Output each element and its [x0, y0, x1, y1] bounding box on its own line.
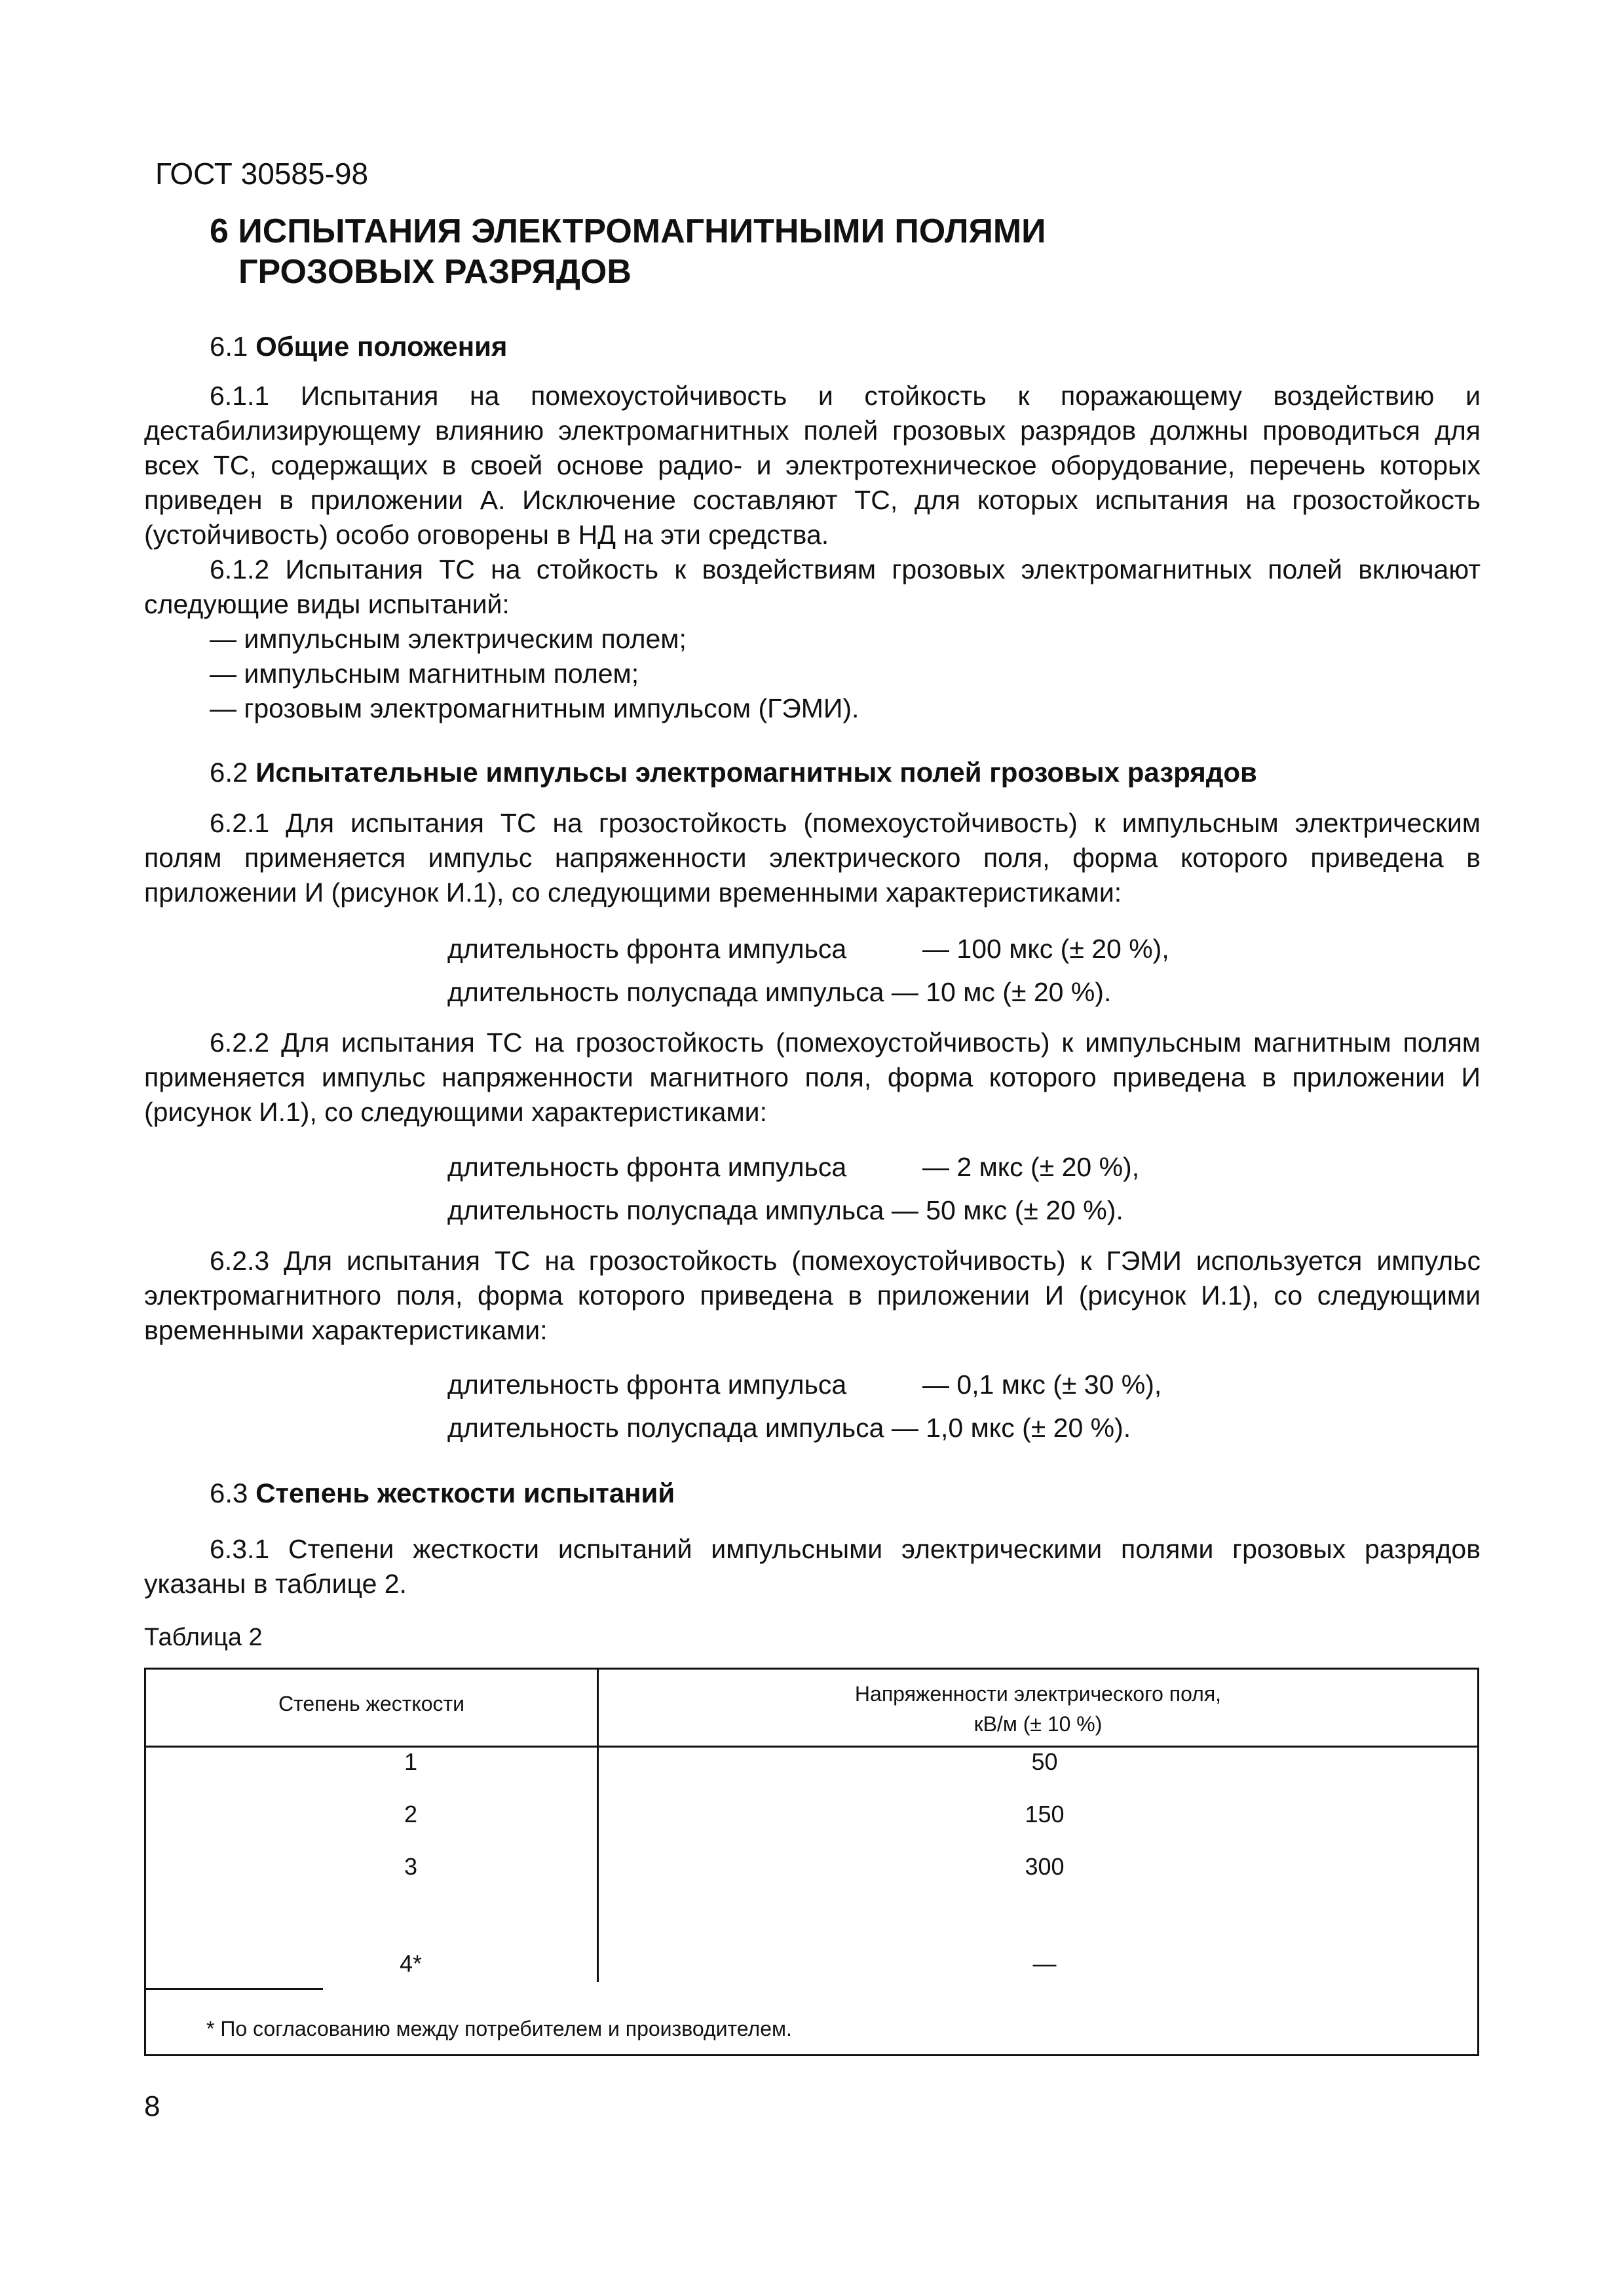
table-cell-level: 4* — [399, 1950, 423, 1977]
spec-line: длительность полуспада импульса — 1,0 мкс (± 20 %). — [447, 1413, 1131, 1443]
table-header-level: Степень жесткости — [278, 1692, 465, 1715]
table-cell-value: — — [1032, 1950, 1057, 1977]
list-item: — импульсным электрическим полем; — [210, 624, 687, 654]
header-rule — [146, 1746, 1477, 1748]
table-caption: Таблица 2 — [144, 1624, 263, 1651]
paragraph-6-1-1: 6.1.1 Испытания на помехоустойчивость и стойкость к поражающему воздействию и дестабилизирующему влиянию электромагнитных полей грозовых разрядов должны проводиться для всех ТС, содержащих в своей основе радио- и электротехническое оборудование, перечень которых приведен в приложении А. Исключение составляют ТС, для которых испытания на грозостойкость (устойчивость) особо оговорены в НД на эти средства. — [144, 381, 1481, 550]
paragraph-6-2-1: 6.2.1 Для испытания ТС на грозостойкость (помехоустойчивость) к импульсным электрическим полям применяется импульс напряженности электрического поля, форма которого приведена в приложении И (рисунок И.1), со следующими временными характеристиками: — [144, 808, 1481, 908]
section-title — [210, 211, 1046, 292]
paragraph-6-3-1: 6.3.1 Степени жесткости испытаний импульсными электрическими полями грозовых разрядов указаны в таблице 2. — [144, 1534, 1481, 1599]
spec-line: длительность полуспада импульса — 10 мс (± 20 %). — [447, 977, 1112, 1007]
table-cell-level: 1 — [404, 1748, 418, 1775]
table-cell-value: 150 — [1025, 1801, 1065, 1827]
table-header-field-strength: Напряженности электрического поля, кВ/м (± 10 %) — [854, 1682, 1222, 1736]
section-title-line2: ГРОЗОВЫХ РАЗРЯДОВ — [238, 253, 632, 291]
page-number: 8 — [144, 2090, 161, 2122]
paragraph-6-1-2: 6.1.2 Испытания ТС на стойкость к воздействиям грозовых электромагнитных полей включают следующие виды испытаний: — [144, 554, 1481, 619]
spec-line: длительность фронта импульса — 2 мкс (± 20 %), — [447, 1152, 1140, 1182]
section-title-line1: 6 ИСПЫТАНИЯ ЭЛЕКТРОМАГНИТНЫМИ ПОЛЯМИ — [210, 212, 1046, 250]
list-item: — грозовым электромагнитным импульсом (ГЭМИ). — [210, 693, 859, 723]
spec-line: длительность полуспада импульса — 50 мкс (± 20 %). — [447, 1195, 1124, 1225]
heading-6-2: 6.2 Испытательные импульсы электромагнитных полей грозовых разрядов — [210, 757, 1257, 788]
table-2 — [144, 1668, 1479, 2056]
heading-6-3: 6.3 Степень жесткости испытаний — [210, 1478, 675, 1508]
table-cell-level: 2 — [404, 1801, 418, 1827]
paragraph-6-2-3: 6.2.3 Для испытания ТС на грозостойкость (помехоустойчивость) к ГЭМИ используется импульс электромагнитного поля, форма которого приведена в приложении И (рисунок И.1), со следующими временными характеристиками: — [144, 1246, 1481, 1345]
paragraph-6-2-2: 6.2.2 Для испытания ТС на грозостойкость (помехоустойчивость) к импульсным магнитным полям применяется импульс напряженности магнитного поля, форма которого приведена в приложении И (рисунок И.1), со следующими характеристиками: — [144, 1027, 1481, 1127]
heading-6-1: 6.1 Общие положения — [210, 331, 508, 362]
footnote-separator — [146, 1988, 323, 1990]
spec-line: длительность фронта импульса — 0,1 мкс (± 30 %), — [447, 1369, 1162, 1400]
table-cell-value: 300 — [1025, 1853, 1065, 1880]
spec-line: длительность фронта импульса — 100 мкс (± 20 %), — [447, 934, 1169, 964]
document-id: ГОСТ 30585-98 — [155, 157, 369, 191]
table-footnote: * По согласованию между потребителем и производителем. — [206, 2017, 792, 2040]
list-item: — импульсным магнитным полем; — [210, 659, 639, 689]
table-cell-value: 50 — [1031, 1748, 1058, 1775]
table-cell-level: 3 — [404, 1853, 418, 1880]
